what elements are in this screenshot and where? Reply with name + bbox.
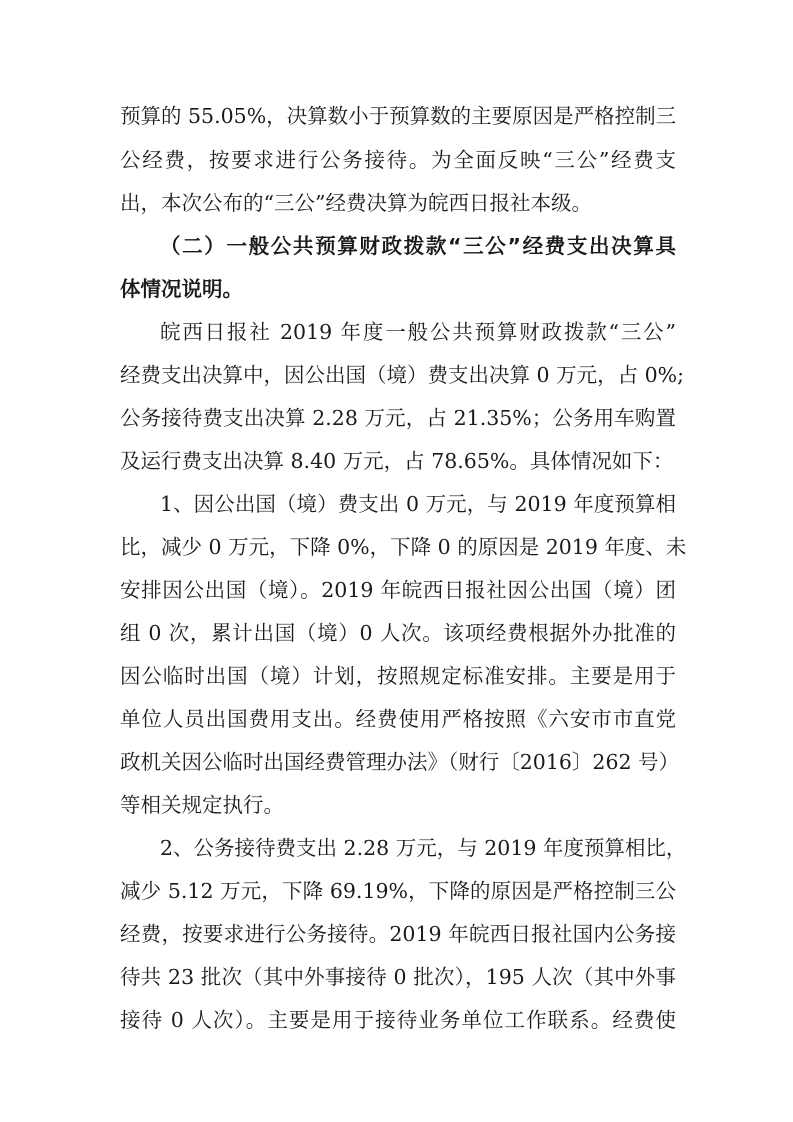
text-line: 公经费，按要求进行公务接待。为全面反映“三公”经费支	[120, 148, 676, 172]
text-line: 待共 23 批次（其中外事接待 0 批次），195 人次（其中外事	[120, 965, 676, 989]
text-line: 安排因公出国（境）。2019 年皖西日报社因公出国（境）团	[120, 578, 676, 602]
text-line: 公务接待费支出决算 2.28 万元，占 21.35%；公务用车购置	[120, 406, 676, 430]
text-line: 接待 0 人次）。主要是用于接待业务单位工作联系。经费使	[120, 1008, 676, 1032]
text-line: 比，减少 0 万元，下降 0%，下降 0 的原因是 2019 年度、未	[120, 535, 687, 559]
text-line: 2、公务接待费支出 2.28 万元，与 2019 年度预算相比，	[160, 836, 687, 860]
text-line: 因公临时出国（境）计划，按照规定标准安排。主要是用于	[120, 664, 676, 688]
text-line: 及运行费支出决算 8.40 万元，占 78.65%。具体情况如下：	[120, 449, 674, 473]
text-line: 预算的 55.05%，决算数小于预算数的主要原因是严格控制三	[120, 104, 677, 128]
text-line: 等相关规定执行。	[120, 793, 284, 817]
text-line: 政机关因公临时出国经费管理办法》（财行〔2016〕262 号）	[120, 750, 680, 774]
section-heading: （二）一般公共预算财政拨款“三公”经费支出决算具	[160, 234, 676, 258]
text-line: 减少 5.12 万元，下降 69.19%，下降的原因是严格控制三公	[120, 879, 676, 903]
section-heading: 体情况说明。	[120, 277, 243, 301]
text-line: 经费，按要求进行公务接待。2019 年皖西日报社国内公务接	[120, 922, 676, 946]
text-line: 出，本次公布的“三公”经费决算为皖西日报社本级。	[120, 191, 592, 215]
text-line: 经费支出决算中，因公出国（境）费支出决算 0 万元，占 0%;	[120, 363, 685, 387]
text-line: 皖西日报社 2019 年度一般公共预算财政拨款“三公”	[160, 320, 676, 344]
text-line: 单位人员出国费用支出。经费使用严格按照《六安市市直党	[120, 707, 676, 731]
text-line: 组 0 次，累计出国（境）0 人次。该项经费根据外办批准的	[120, 621, 676, 645]
text-line: 1、因公出国（境）费支出 0 万元，与 2019 年度预算相	[160, 492, 676, 516]
